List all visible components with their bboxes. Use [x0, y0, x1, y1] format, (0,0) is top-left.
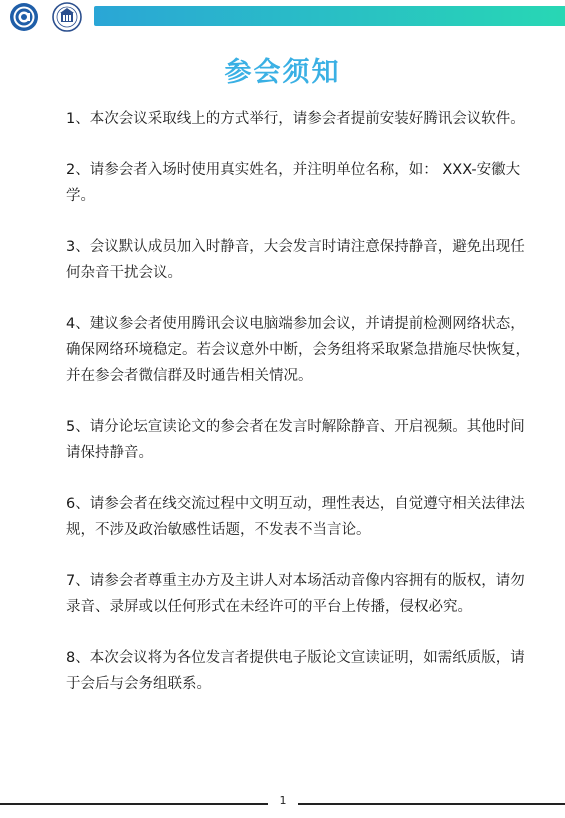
page-number: 1	[279, 794, 287, 807]
notice-item-2: 2、请参会者入场时使用真实姓名，并注明单位名称，如： XXX-安徽大学。	[66, 162, 521, 204]
notice-item-7: 7、请参会者尊重主办方及主讲人对本场活动音像内容拥有的版权，请勿录音、录屏或以任何形式在未经许可的平台上传播，侵权必究。	[66, 573, 525, 615]
page-title: 参会须知	[224, 57, 341, 88]
university-emblem-icon	[9, 2, 39, 32]
notice-item-1: 1、本次会议采取线上的方式举行，请参会者提前安装好腾讯会议软件。	[66, 111, 525, 127]
notice-item-4: 4、建议参会者使用腾讯会议电脑端参加会议，并请提前检测网络状态，确保网络环境稳定。若会议意外中断，会务组将采取紧急措施尽快恢复，并在参会者微信群及时通告相关情况。	[66, 316, 530, 384]
notice-list	[66, 106, 536, 697]
notice-item-3: 3、会议默认成员加入时静音，大会发言时请注意保持静音，避免出现任何杂音干扰会议。	[66, 239, 525, 281]
notice-item-5: 5、请分论坛宣读论文的参会者在发言时解除静音、开启视频。其他时间请保持静音。	[66, 419, 525, 461]
notice-item-6: 6、请参会者在线交流过程中文明互动，理性表达，自觉遵守相关法律法规，不涉及政治敏感性话题，不发表不当言论。	[66, 496, 525, 538]
footer-divider-right	[298, 803, 565, 805]
university-seal-icon	[52, 2, 82, 32]
header-banner	[94, 6, 565, 26]
footer-divider-left	[0, 803, 268, 805]
page-header	[0, 0, 565, 36]
notice-item-8: 8、本次会议将为各位发言者提供电子版论文宣读证明，如需纸质版，请于会后与会务组联系。	[66, 650, 525, 692]
